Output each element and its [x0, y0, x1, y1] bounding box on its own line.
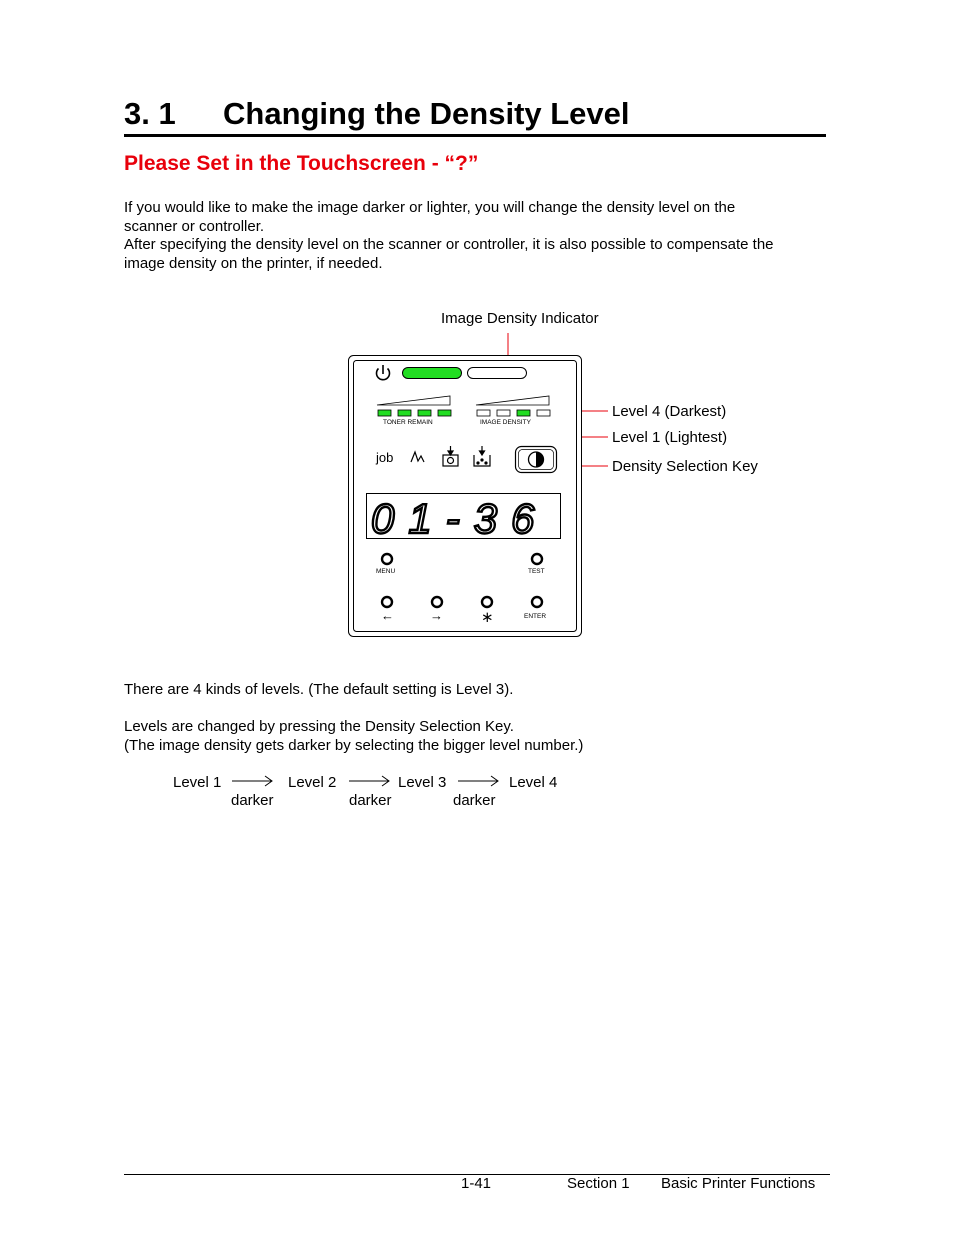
star-button[interactable] — [482, 597, 492, 607]
menu-label: MENU — [376, 568, 396, 575]
toner-led — [418, 410, 431, 416]
enter-button[interactable] — [532, 597, 542, 607]
intro-line: image density on the printer, if needed. — [124, 254, 383, 272]
toner-led — [378, 410, 391, 416]
sequence-arrow-icon — [458, 776, 498, 786]
intro-line: After specifying the density level on the scanner or controller, it is also possible to compensate the — [124, 236, 774, 253]
section-title: Changing the Density Level — [223, 96, 630, 131]
job-label: job — [376, 450, 394, 465]
footer-section: Section 1 — [567, 1175, 630, 1192]
footer-page-number: 1-41 — [461, 1175, 492, 1192]
test-label: TEST — [528, 568, 545, 575]
change-paragraph — [124, 718, 583, 755]
density-led-level3 — [517, 410, 530, 416]
density-selection-key[interactable] — [516, 447, 557, 473]
toner-remain-label: TONER REMAIN — [383, 419, 433, 426]
toner-led — [398, 410, 411, 416]
change-line: Levels are changed by pressing the Density Selection Key. — [124, 718, 514, 735]
left-arrow-icon: ← — [381, 608, 394, 623]
right-arrow-icon: → — [430, 608, 443, 623]
power-indicator-lamp — [403, 368, 462, 379]
callout-image-density-indicator: Image Density Indicator — [441, 310, 599, 327]
sequence-darker-label: darker — [453, 792, 496, 809]
density-led-level4 — [537, 410, 550, 416]
image-density-label: IMAGE DENSITY — [480, 419, 531, 426]
enter-label: ENTER — [524, 613, 547, 620]
intro-line: If you would like to make the image darker or lighter, you will change the density level on the — [124, 199, 736, 216]
sequence-level-1: Level 1 — [173, 774, 222, 791]
right-button[interactable] — [432, 597, 442, 607]
section-number: 3. 1 — [124, 96, 176, 131]
sequence-darker-label: darker — [231, 792, 274, 809]
sequence-arrows — [0, 770, 954, 790]
left-button[interactable] — [382, 597, 392, 607]
intro-line: scanner or controller. — [124, 217, 265, 235]
density-led-level1 — [477, 410, 490, 416]
lcd-display-value: 01-36 — [371, 495, 549, 539]
sequence-arrow-icon — [349, 776, 389, 786]
star-icon: ∗ — [481, 609, 494, 626]
subheading: Please Set in the Touchscreen - “?” — [124, 152, 479, 175]
sequence-level-2: Level 2 — [288, 774, 337, 791]
change-line: (The image density gets darker by selecting the bigger level number.) — [124, 736, 584, 754]
density-led-level2 — [497, 410, 510, 416]
test-button[interactable] — [532, 554, 542, 564]
footer-chapter: Basic Printer Functions — [661, 1175, 816, 1192]
lcd-display — [366, 493, 562, 539]
sequence-darker-label: darker — [349, 792, 392, 809]
status-indicator-lamp — [468, 368, 527, 379]
callout-density-key: Density Selection Key — [612, 458, 758, 475]
callout-level1: Level 1 (Lightest) — [612, 429, 728, 446]
sequence-arrow-icon — [232, 776, 272, 786]
levels-note: There are 4 kinds of levels. (The default setting is Level 3). — [124, 681, 514, 698]
menu-button[interactable] — [382, 554, 392, 564]
callout-level4: Level 4 (Darkest) — [612, 403, 727, 420]
sequence-level-3: Level 3 — [398, 774, 447, 791]
sequence-level-4: Level 4 — [509, 774, 558, 791]
toner-led — [438, 410, 451, 416]
